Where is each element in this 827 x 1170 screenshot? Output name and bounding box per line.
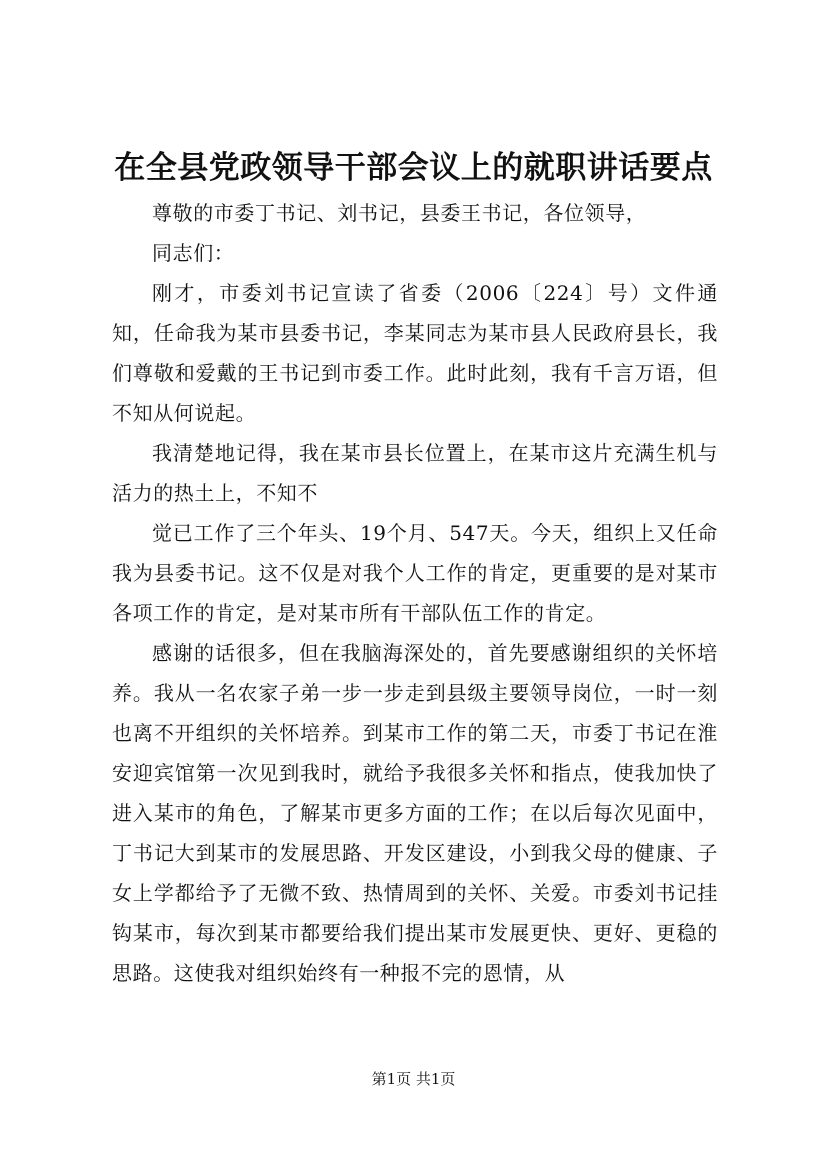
document-body (112, 193, 718, 993)
page-footer: 第1页 共1页 (371, 1070, 456, 1088)
paragraph-three-years: 觉已工作了三个年头、19个月、547天。今天，组织上又任命我为县委书记。这不仅是对我个人工作的肯定，更重要的是对某市各项工作的肯定，是对某市所有干部队伍工作的肯定。 (112, 521, 718, 625)
paragraph-appointment: 刚才，市委刘书记宣读了省委（2006〔224〕号）文件通知，任命我为某市县委书记，李某同志为某市县人民政府县长，我们尊敬和爱戴的王书记到市委工作。此时此刻，我有千言万语，但不知从何说起。 (112, 281, 718, 425)
paragraph-memory: 我清楚地记得，我在某市县长位置上，在某市这片充满生机与活力的热土上，不知不 (112, 441, 718, 505)
salutation-comrades: 同志们： (152, 241, 235, 265)
document-title: 在全县党政领导干部会议上的就职讲话要点 (114, 150, 713, 186)
salutation-line: 尊敬的市委丁书记、刘书记，县委王书记，各位领导， (152, 201, 647, 225)
paragraph-gratitude: 感谢的话很多，但在我脑海深处的，首先要感谢组织的关怀培养。我从一名农家子弟一步一步走到县级主要领导岗位，一时一刻也离不开组织的关怀培养。到某市工作的第二天，市委丁书记在淮安迎宾馆第一次见到我时，就给予我很多关怀和指点，使我加快了进入某市的角色，了解某市更多方面的工作；在以后每次见面中，丁书记大到某市的发展思路、开发区建设，小到我父母的健康、子女上学都给予了无微不致、热情周到的关怀、关爱。市委刘书记挂钩某市，每次到某市都要给我们提出某市发展更快、更好、更稳的思路。这使我对组织始终有一种报不完的恩情，从 (112, 641, 718, 985)
